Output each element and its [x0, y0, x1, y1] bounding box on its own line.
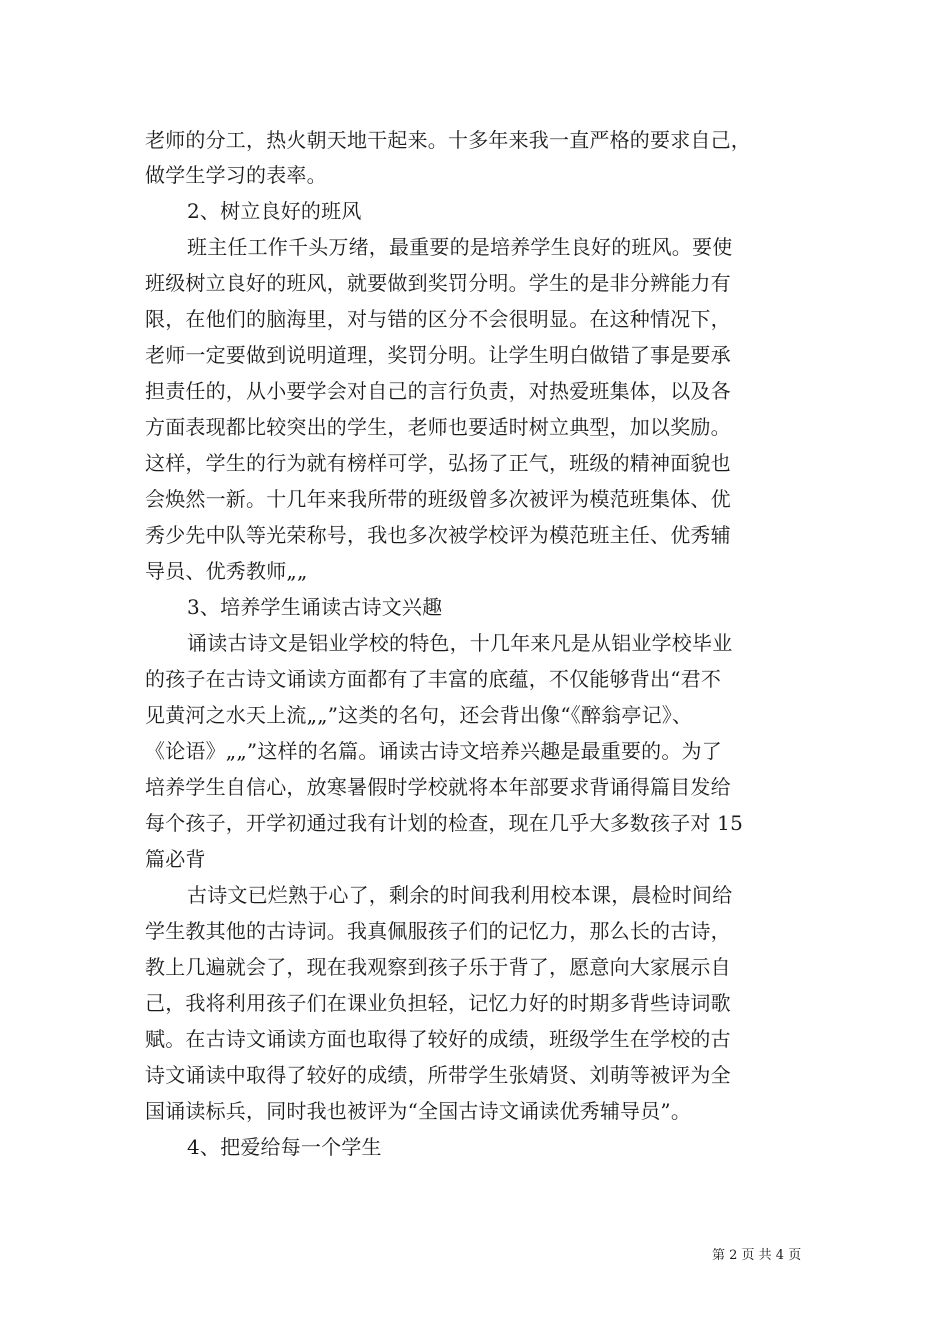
body-text-line: 方面表现都比较突出的学生，老师也要适时树立典型，加以奖励。 — [145, 415, 731, 439]
body-text-line: 这样，学生的行为就有榜样可学，弘扬了正气，班级的精神面貌也 — [145, 451, 731, 475]
body-text-line: 限，在他们的脑海里，对与错的区分不会很明显。在这种情况下， — [145, 307, 731, 331]
body-text-line: 赋。在古诗文诵读方面也取得了较好的成绩，班级学生在学校的古 — [145, 1027, 731, 1051]
body-text-line: 做学生学习的表率。 — [145, 163, 327, 187]
body-text-line: 诗文诵读中取得了较好的成绩，所带学生张婧贤、刘萌等被评为全 — [145, 1063, 731, 1087]
body-text-line: 班主任工作千头万绪，最重要的是培养学生良好的班风。要使 — [187, 235, 733, 259]
body-text-line: 的孩子在古诗文诵读方面都有了丰富的底蕴，不仅能够背出“君不 — [145, 667, 722, 691]
body-text-line: 会焕然一新。十几年来我所带的班级曾多次被评为模范班集体、优 — [145, 487, 731, 511]
body-text-line: 培养学生自信心，放寒暑假时学校就将本年部要求背诵得篇目发给 — [145, 775, 731, 799]
body-text-line: 班级树立良好的班风，就要做到奖罚分明。学生的是非分辨能力有 — [145, 271, 731, 295]
page-number-footer: 第 2 页 共 4 页 — [712, 1248, 802, 1263]
body-text-line: 国诵读标兵，同时我也被评为“全国古诗文诵读优秀辅导员”。 — [145, 1099, 692, 1123]
section-heading-4: 4、把爱给每一个学生 — [187, 1135, 382, 1159]
body-text-line: 古诗文已烂熟于心了，剩余的时间我利用校本课，晨检时间给 — [187, 883, 733, 907]
body-text-line: 老师一定要做到说明道理，奖罚分明。让学生明白做错了事是要承 — [145, 343, 731, 367]
section-heading-3: 3、培养学生诵读古诗文兴趣 — [187, 595, 443, 619]
section-heading-2: 2、树立良好的班风 — [187, 199, 362, 223]
body-text-line: 篇必背 — [145, 847, 206, 871]
body-text-line: 学生教其他的古诗词。我真佩服孩子们的记忆力，那么长的古诗， — [145, 919, 731, 943]
body-text-line: 导员、优秀教师„„ — [145, 559, 308, 583]
body-text-line: 《论语》„„”这样的名篇。诵读古诗文培养兴趣是最重要的。为了 — [145, 739, 722, 763]
body-text-line: 担责任的，从小要学会对自己的言行负责，对热爱班集体，以及各 — [145, 379, 731, 403]
body-text-line: 教上几遍就会了，现在我观察到孩子乐于背了，愿意向大家展示自 — [145, 955, 731, 979]
body-text-line: 见黄河之水天上流„„”这类的名句，还会背出像“《醉翁亭记》、 — [145, 703, 693, 727]
body-text-line: 老师的分工，热火朝天地干起来。十多年来我一直严格的要求自己， — [145, 128, 751, 152]
body-text-line: 每个孩子，开学初通过我有计划的检查，现在几乎大多数孩子对 15 — [145, 811, 744, 835]
body-text-line: 秀少先中队等光荣称号，我也多次被学校评为模范班主任、优秀辅 — [145, 523, 731, 547]
body-text-line: 诵读古诗文是铝业学校的特色，十几年来凡是从铝业学校毕业 — [187, 631, 733, 655]
body-text-line: 己，我将利用孩子们在课业负担轻，记忆力好的时期多背些诗词歌 — [145, 991, 731, 1015]
